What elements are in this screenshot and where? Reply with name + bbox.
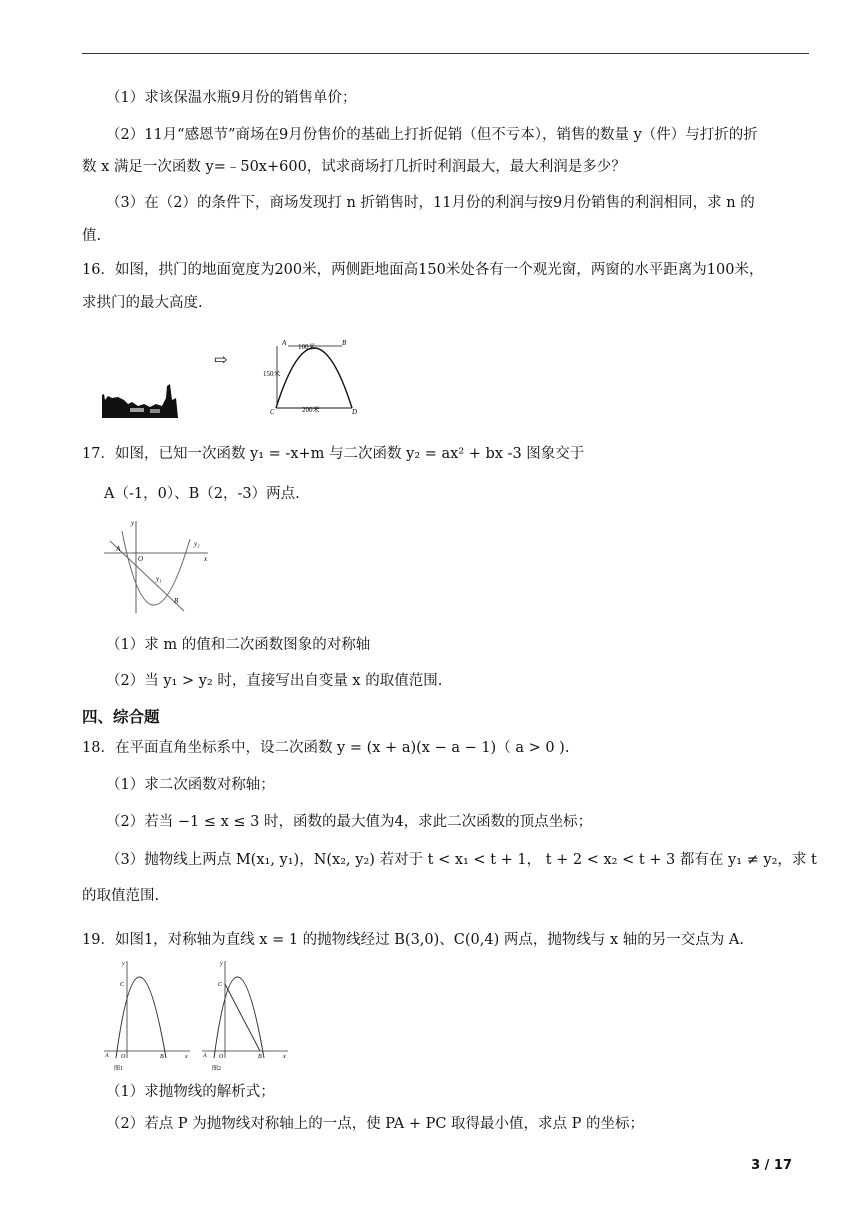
q18-part1: （1）求二次函数对称轴；: [106, 777, 275, 793]
q18-text: 18．在平面直角坐标系中，设二次函数 y = (x + a)(x − a − 1)（ a > 0 ).: [82, 740, 570, 756]
q19-fig2-point-b: B: [258, 1054, 262, 1060]
q18-part3-line2: 的取值范围.: [82, 888, 160, 904]
q16-text-line1: 16．如图，拱门的地面宽度为200米，两侧距地面高150米处各有一个观光窗，两窗的水平距离为100米，: [82, 262, 764, 278]
q18-part3-line1: （3）抛物线上两点 M(x₁, y₁)，N(x₂, y₂) 若对于 t < x₁ < t + 1， t + 2 < x₂ < t + 3 都有在 y₁ ≠ y₂，求 t: [106, 852, 817, 868]
q16-bottom-label: 200米: [302, 406, 320, 414]
q16-point-c: C: [270, 408, 275, 416]
q17-y-axis: y: [131, 519, 135, 527]
q19-fig2-y-axis: y: [220, 961, 223, 967]
q19-figure-2: [198, 958, 293, 1073]
q17-x-axis: x: [204, 555, 208, 563]
q16-top-label: 100米: [298, 343, 316, 351]
q19-fig1-caption: 图1: [114, 1066, 124, 1072]
q17-part2: （2）当 y₁ > y₂ 时，直接写出自变量 x 的取值范围.: [106, 673, 443, 689]
arrow-icon: ⇨: [214, 350, 228, 369]
q19-fig1-point-c: C: [120, 982, 125, 988]
q16-point-d: D: [352, 408, 358, 416]
q15-part3-line2: 值.: [82, 228, 102, 244]
q17-text-line2: A（-1，0）、B（2，-3）两点.: [104, 486, 300, 502]
q18-part2: （2）若当 −1 ≤ x ≤ 3 时，函数的最大值为4，求此二次函数的顶点坐标；: [106, 814, 593, 830]
q16-arch-diagram: [262, 326, 362, 416]
q15-part1: （1）求该保温水瓶9月份的销售单价；: [106, 90, 357, 106]
q19-part1: （1）求抛物线的解析式；: [106, 1084, 275, 1100]
q19-part2: （2）若点 P 为抛物线对称轴上的一点，使 PA + PC 取得最小值，求点 P 的坐标；: [106, 1116, 645, 1132]
q15-part3-line1: （3）在（2）的条件下，商场发现打 n 折销售时，11月份的利润与按9月份销售的利润相同，求 n 的: [106, 195, 755, 211]
q19-fig2-x-axis: x: [283, 1054, 286, 1060]
q17-point-b: B: [174, 597, 179, 605]
q17-graph: [100, 515, 215, 615]
q19-fig1-point-a: A: [105, 1053, 109, 1059]
q19-fig2-point-c: C: [218, 982, 223, 988]
q19-fig2-origin: O: [219, 1054, 224, 1060]
q15-part2-line1: （2）11月“感恩节”商场在9月份售价的基础上打折促销（但不亏本），销售的数量 y（件）与打折的折: [106, 127, 758, 143]
q15-part2-line2: 数 x 满足一次函数 y=﹣50x+600，试求商场打几折时利润最大，最大利润是多少？: [82, 159, 626, 175]
q16-photo-figure: [100, 380, 180, 420]
q17-text-line1: 17．如图，已知一次函数 y₁ = -x+m 与二次函数 y₂ = ax² + bx -3 图象交于: [82, 446, 585, 462]
q17-point-a: A: [116, 545, 121, 553]
q19-fig1-point-b: B: [160, 1054, 164, 1060]
q16-point-a: A: [282, 339, 287, 347]
page-number: 3 / 17: [751, 1158, 792, 1173]
q19-fig2-point-a: A: [203, 1053, 207, 1059]
q16-text-line2: 求拱门的最大高度.: [82, 295, 203, 311]
q17-origin: O: [138, 555, 144, 563]
q19-fig1-origin: O: [121, 1054, 126, 1060]
section-title: 四、综合题: [82, 708, 160, 726]
q17-y2-label: y₂: [194, 540, 200, 548]
q19-figure-1: [100, 958, 195, 1073]
q19-fig1-y-axis: y: [122, 961, 125, 967]
q17-y1-label: y₁: [156, 575, 162, 583]
q16-side-label: 150米: [263, 370, 281, 378]
q19-fig2-caption: 图2: [212, 1066, 222, 1072]
header-rule: [82, 53, 809, 54]
q16-point-b: B: [342, 339, 347, 347]
q19-fig1-x-axis: x: [185, 1054, 188, 1060]
q17-part1: （1）求 m 的值和二次函数图象的对称轴: [106, 637, 371, 653]
q19-text: 19．如图1，对称轴为直线 x = 1 的抛物线经过 B(3,0)、C(0,4) 两点，抛物线与 x 轴的另一交点为 A.: [82, 932, 744, 948]
